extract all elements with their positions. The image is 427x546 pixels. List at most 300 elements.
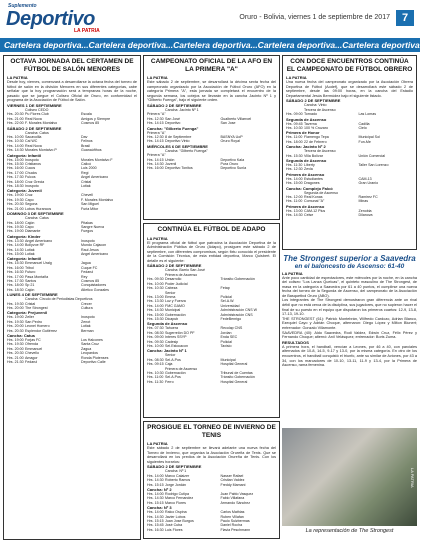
schedule-cell: Hrs. 14:00 xyxy=(147,473,164,478)
schedule-cell: Cancha: Vinto xyxy=(304,103,327,108)
schedule-cell: Hrs. 12:30 xyxy=(286,167,303,172)
workers-football-box xyxy=(282,55,417,250)
schedule-cell: Daniel Rocha xyxy=(220,523,243,528)
intro-text: Desde hoy, viernes, comenzará a desarrollarse la octava fecha del torneo de fútbol de salón en la división Menores en sus diferentes categorías, cabe señalar que la hoy programación será a tempranas horas de la noche, pasado que se juegue el Coliseo Oficial de Oruro, en conformidad el programa de la Asociación de Fútbol de Salón. xyxy=(7,80,137,103)
schedule-cell: Cancha: Barrio San José xyxy=(165,268,205,273)
page-header xyxy=(0,0,420,38)
schedule-cell: Lotiak xyxy=(81,324,91,329)
schedule-cell: Hrs. 14:00 xyxy=(7,143,24,148)
schedule-cell: Poder Judicial xyxy=(165,281,188,286)
article-paragraph: THE STRONGEST (61): Patrick Montebrán, Wilfredo Cardozo, Adrian Blanco, Ezequiel Cayo y Adrián Choque, alternaron: Diego López y Milton Blunert; entrenador: Gonzalo Villamonte. xyxy=(282,316,417,331)
schedule-cell: Ferro xyxy=(165,379,174,384)
section-label: Cancha: Jacinto Nº 1 xyxy=(147,348,187,354)
afo-championship-box xyxy=(143,55,280,220)
schedule-cell: Tercera de Ascenso xyxy=(304,107,336,112)
schedule-cell: CAM-13 xyxy=(358,176,372,181)
schedule-cell: Hrs. 11:30 xyxy=(286,163,303,168)
schedule-cell: Hrs. 13:00 xyxy=(147,294,164,299)
schedule-cell: Angel Americano xyxy=(25,238,53,243)
schedule-cell: Municipal xyxy=(220,357,236,362)
schedule-cell: Ralco Ospina xyxy=(165,510,187,515)
schedule-sections xyxy=(147,464,276,532)
section-label: SÁBADO 2 DE SEPTIEMBRE xyxy=(147,102,202,108)
schedule-cell: Luis Flores xyxy=(165,527,183,532)
schedule-cell: Cal WC xyxy=(25,139,38,144)
schedule-cell: Pu Flores Club xyxy=(25,112,49,117)
schedule-cell: Nasser Rafael xyxy=(220,473,244,478)
schedule-cell: Brasil xyxy=(81,143,90,148)
schedule-cell: Capo xyxy=(25,224,34,229)
schedule-cell: Ronda Piutenses xyxy=(81,355,109,360)
schedule-cell: Hrs. 18:30 xyxy=(7,184,24,189)
schedule-cell: Hrs. 18:30 xyxy=(7,287,24,292)
section-label: Primera de Honor xyxy=(286,130,320,136)
schedule-cell: BASNYA UoP xyxy=(220,135,243,139)
schedule-cell: Deportivo Tonitos xyxy=(165,166,193,171)
section-label: Categoría: Juvenil xyxy=(7,188,42,194)
schedule-cell: Hrs. 09:30 xyxy=(147,277,164,282)
schedule-cell: Tahuera xyxy=(165,326,178,331)
schedule-cell: Inospoto xyxy=(81,238,95,243)
schedule-sections xyxy=(147,103,276,171)
section-label: Primera de Ascenso xyxy=(286,171,325,177)
schedule-cell: Dicapub xyxy=(165,316,179,321)
schedule-cell: Dav xyxy=(81,135,88,139)
schedule-cell: Hrs. 13:30 xyxy=(147,299,164,304)
schedule-cell: Hospital General xyxy=(220,379,248,384)
schedule-row xyxy=(286,112,413,116)
schedule-cell: Hospital General xyxy=(220,362,248,367)
schedule-cell: Sel.Estocacon xyxy=(165,343,188,348)
schedule-cell: Capo xyxy=(25,197,34,202)
schedule-cell: Hrs. 13:30 xyxy=(7,238,24,243)
schedule-cell: F. Morales Montalvo xyxy=(81,197,114,202)
schedule-cell: Hrs. 16:30 xyxy=(7,270,24,275)
schedule-cell: Pasa Montaña xyxy=(25,274,49,279)
schedule-cell: Primera de Ascenso xyxy=(165,272,198,277)
schedule-cell: Jorge Jordán xyxy=(165,482,186,487)
schedule-cell: Municipal Sol xyxy=(358,135,380,140)
section-label: Categoría: Prejuvenil xyxy=(7,310,48,316)
schedule-cell: Lobos Hurancos xyxy=(25,206,52,211)
schedule-cell: Hrs. 20:30 xyxy=(7,112,24,117)
schedule-cell: Deportivo xyxy=(165,121,181,126)
logo-title: Deportivo xyxy=(6,8,95,30)
schedule-cell: Cabeza xyxy=(165,286,178,291)
schedule-cell: Furia Mitor xyxy=(81,206,99,211)
schedule-cell: Tercera de Ascenso xyxy=(304,149,336,154)
schedule-cell: Hrs. 19:30 xyxy=(7,197,24,202)
schedule-cell: Ramirez FC xyxy=(358,195,378,200)
section-label: MIÉRCOLES 6 DE SEPTIEMBRE xyxy=(147,143,208,149)
schedule-cell: Hrs. 12:00 xyxy=(286,195,303,200)
schedule-cell: Hrs. 12:30 xyxy=(147,135,164,139)
schedule-cell: Hrs. 21:00 xyxy=(7,206,24,211)
schedule-cell: Morales Montalvo P xyxy=(25,148,57,153)
schedule-cell: Cosmos 85 xyxy=(81,278,100,283)
schedule-row xyxy=(147,528,276,532)
schedule-cell: Cadilla xyxy=(358,121,370,126)
section-label: Cancha: Nº 3 xyxy=(147,505,172,511)
schedule-cell: Sel.A.Pos xyxy=(165,375,181,380)
schedule-cell: Segona xyxy=(25,202,38,207)
byline: LA PATRIA xyxy=(147,75,168,80)
salon-tournament-box xyxy=(3,55,141,540)
box-title: OCTAVA JORNADA DEL CERTAMEN DE FÚTBOL DE SALÓN MENORES xyxy=(10,58,134,73)
schedule-cell: Bollyvoe RF xyxy=(25,243,45,248)
schedule-cell: Rey xyxy=(81,274,88,279)
schedule-cell: Zeller xyxy=(25,315,34,320)
schedule-cell: CAM-12 Plus xyxy=(304,208,326,213)
article-subheadline: en el baloncesto de Ascenso: 61-40 xyxy=(294,263,405,270)
schedule-cell: Recolap CNS xyxy=(220,326,243,331)
schedule-cell: Hrs. 14:00 xyxy=(286,176,303,181)
schedule-cell: Senior xyxy=(165,290,176,295)
schedule-cell: Liberty xyxy=(304,163,315,168)
schedule-cell: Mundo Cajacon xyxy=(81,243,107,248)
schedule-cell: Chevello xyxy=(25,351,39,356)
schedule-cell: Hrs. 14:00 xyxy=(147,303,164,308)
schedule-cell: Santos xyxy=(25,278,37,283)
schedule-cell: Hrs. 15:00 xyxy=(7,157,24,162)
schedule-cell: Hrs. 16:30 xyxy=(147,527,164,532)
schedule-row xyxy=(147,166,276,170)
schedule-cell: Cadesip xyxy=(165,339,179,344)
schedule-cell: Hrs. 21:00 xyxy=(7,355,24,360)
schedule-cell: Atletico Gonzales xyxy=(81,287,109,292)
schedule-cell: Hrs. 18:00 xyxy=(7,220,24,225)
schedule-cell: Hrs. 20:00 xyxy=(7,324,24,329)
schedule-cell: Real Nova xyxy=(25,143,42,148)
schedule-cell: Amigos y Siempre xyxy=(81,116,111,121)
schedule-cell: Calicó xyxy=(81,162,91,167)
schedule-cell: Tránsito Gobernación xyxy=(220,375,255,380)
schedule-cell: Primera "A" xyxy=(147,112,166,117)
schedule-cell: Cuque FC xyxy=(81,265,98,270)
section-label: Categoría: Infantil xyxy=(7,152,42,158)
schedule-cell: Real Nova xyxy=(25,116,42,121)
schedule-cell: Cosmos 85 xyxy=(81,121,100,126)
schedule-cell: Hrs. 19:00 xyxy=(7,229,24,234)
section-label: Categoría: Kinder xyxy=(7,233,41,239)
schedule-cell: Berman xyxy=(81,328,94,333)
schedule-cell: Hrs. 09:15 xyxy=(147,362,164,367)
schedule-cell: Hrs. 20:30 xyxy=(7,202,24,207)
schedule-cell: Marco Calaizer xyxy=(165,473,190,478)
schedule-cell: Deportivo Kala xyxy=(220,157,245,162)
section-label: Segunda de Ascenso xyxy=(286,158,327,164)
schedule-cell: Hrs. 16:00 xyxy=(147,166,164,171)
schedule-cell: Cruz Grecia xyxy=(25,179,45,184)
schedule-cell: Hrs. 14:30 xyxy=(147,478,164,483)
schedule-cell: Javier Lobos xyxy=(165,514,186,519)
schedule-cell: Hrs. 13:00 xyxy=(286,208,303,213)
schedule-cell: Hrs. 16:00 xyxy=(7,265,24,270)
schedule-cell: Coliseo CEDO xyxy=(25,107,49,112)
schedule-cell: Rodrigo Cutipa xyxy=(165,492,189,496)
schedule-cell: Cristal xyxy=(25,301,36,306)
schedule-cell: Conquistadores xyxy=(81,283,107,288)
schedule-sections xyxy=(7,103,137,365)
schedule-cell: Hrs. 10:30 xyxy=(147,371,164,375)
schedule-cell: Universidad xyxy=(220,303,240,308)
schedule-cell: Chevell xyxy=(81,193,93,198)
schedule-cell: Hrs. 17:30 xyxy=(7,175,24,180)
intro-text: El programa oficial de fútbol que patrocina la Asociación Deportiva de la Administración Pública de Oruro (Adapo), prosiguen este sábado 2 de septiembre, con diferentes compromisos, según fixtu conocido el presidente de la Comisión Técnica, de esta entidad deportiva, Marco Quisbert. El detalle es el siguiente: xyxy=(147,240,276,263)
schedule-cell: Lotiak xyxy=(81,184,91,189)
schedule-cell: Hrs. 10:30 xyxy=(286,126,303,130)
schedule-cell: Sel.A.W. xyxy=(220,299,235,304)
schedule-cell: Taverna xyxy=(304,121,317,126)
schedule-cell: FedeBenrigo xyxy=(220,316,242,321)
schedule-cell: Hrs. 19:00 xyxy=(7,315,24,320)
section-label: Segunda de Ascenso xyxy=(147,321,188,327)
schedule-cell: Tribol xyxy=(25,265,34,270)
adapo-football-box xyxy=(143,223,280,418)
schedule-cell: Desarrollo xyxy=(165,277,182,282)
section-label: DOMINGO 3 DE SEPTIEMBRE xyxy=(7,211,64,217)
schedule-cell: San Miguel xyxy=(81,202,99,207)
schedule-cell: Hrs. 19:30 xyxy=(7,301,24,306)
schedule-cell: Hrs. 15:15 xyxy=(147,482,164,487)
schedule-cell: Ruben Villafan xyxy=(220,514,244,519)
schedule-cell: Hrs. 14:30 xyxy=(7,247,24,252)
schedule-cell: Gobernación xyxy=(165,371,186,375)
schedule-cell: Hrs. 08:30 xyxy=(147,357,164,362)
schedule-cell: Fun-Me xyxy=(358,139,371,144)
photo-caption: La representación de The Strongest xyxy=(305,528,394,534)
schedule-cell: Hrs. 16:00 xyxy=(7,166,24,171)
schedule-cell: Hrs. 15:30 xyxy=(7,261,24,266)
schedule-cell: Santa Cruz xyxy=(81,342,99,347)
schedule-cell: Lotiak xyxy=(25,251,35,256)
schedule-cell: 22 de Febrero xyxy=(304,139,327,144)
schedule-cell: Hrs. 10:00 xyxy=(147,343,164,348)
schedule-cell: Hrs. 09:00 xyxy=(147,335,164,340)
box-title: CAMPEONATO OFICIAL DE LA AFO EN LA PRIMERA "A" xyxy=(150,58,273,73)
schedule-cell: Hrs. 14:00 xyxy=(147,492,164,496)
schedule-cell: Sacavollla xyxy=(25,135,42,139)
schedule-cell: Ofrenda xyxy=(25,342,38,347)
article-headline: The Strongest superior a Saavedra xyxy=(283,254,416,263)
schedule-cell: Carlos Mathias xyxy=(220,510,245,515)
schedule-cell: F. Morales Montalvo xyxy=(25,121,58,126)
schedule-cell: Hrs. 10:30 xyxy=(7,139,24,144)
schedule-cell: Futuro xyxy=(25,270,36,275)
schedule-cell: Zenobia xyxy=(358,208,372,213)
schedule-cell: Emma xyxy=(165,294,176,299)
schedule-cell: Fetap xyxy=(220,286,230,291)
intro-text: Una nueva fecha del campeonato organizado por la Asociación Obrera Deportiva de Fútbol (Aodef), que se desarrollará este sábado 2 de septiembre, desde las 09:00 horas, en la cancha del Estadio Departamental Jesús Bermúdez bajo el siguiente listado. xyxy=(286,80,413,98)
schedule-cell: Pitakas xyxy=(81,220,93,225)
schedule-cell: Estudiantes xyxy=(304,176,323,181)
results-heading: RESULTADOS xyxy=(282,339,309,345)
schedule-cell: Hrs. 10:30 xyxy=(147,286,164,291)
schedule-cell: Hrs. 07:30 xyxy=(147,326,164,331)
schedule-cell: Hrs. 15:30 xyxy=(7,162,24,167)
schedule-cell: Hrs. 14:00 xyxy=(147,510,164,515)
schedule-cell: Taller San Lorenzo xyxy=(358,163,389,168)
schedule-cell: Hrs. 18:00 xyxy=(7,283,24,288)
byline: LA PATRIA xyxy=(147,235,168,241)
schedule-cell: Amagor xyxy=(25,355,38,360)
header-date: Oruro - Bolivia, viernes 1 de septiembre de 2017 xyxy=(239,14,390,21)
schedule-cell: Sel.A.Pos xyxy=(165,357,181,362)
section-label: Primera de Ascenso xyxy=(286,203,325,209)
schedule-cell: Dragones xyxy=(304,181,320,186)
schedule-cell: Hrs. 15:30 xyxy=(286,153,303,158)
schedule-cell: Hrs. 14:30 xyxy=(7,148,24,153)
intro-text: Este sábado 2 de septiembre se llevará adelante una nueva fecha del Torneo de Invierno, que organiza la Asociación Orureña de Tenis. Que se desarrollará en los predios de la Asociación Orureña de Tenis. Con los siguientes horarios: xyxy=(147,446,276,464)
schedule-cell: Hrs. 15:15 xyxy=(147,519,164,524)
schedule-cell: Las Lomas xyxy=(358,112,377,117)
box-title: CONTINÚA EL FÚTBOL DE ADAPO xyxy=(157,226,266,233)
schedule-cell: Emmanuel Uralg xyxy=(25,261,52,266)
schedule-cell: Cielo xyxy=(358,126,367,130)
schedule-cell: Celse xyxy=(304,213,314,218)
schedule-cell: Hrs. 17:00 xyxy=(7,274,24,279)
schedule-cell: Regi xyxy=(81,170,89,175)
schedule-cell: Hrs. 10:00 xyxy=(147,281,164,286)
schedule-cell: Hrs. 19:00 xyxy=(7,193,24,198)
section-label: Cancha: Jacinto Nº 2 xyxy=(286,144,326,150)
schedule-row xyxy=(7,121,137,125)
schedule-cell: Hrs. 19:30 xyxy=(7,224,24,229)
schedule-cell: Gran Uranio xyxy=(358,181,379,186)
schedule-cell: Leopardos xyxy=(81,351,98,356)
schedule-cell xyxy=(359,167,414,171)
photo-label: LA PATRIA xyxy=(410,468,415,488)
schedule-cell: Fuegos xyxy=(81,229,93,234)
schedule-cell: Hrs. 14:15 xyxy=(147,121,164,126)
schedule-cell: Juan Pablo Vasquez xyxy=(220,492,254,496)
schedule-cell: Hrs. 19:30 xyxy=(7,319,24,324)
section-label: LUNES 4 DE SEPTIEMBRE xyxy=(7,292,58,298)
schedule-cell: Deportivo Calle xyxy=(81,360,106,365)
schedule-cell: San José xyxy=(165,116,180,121)
schedule-sections xyxy=(286,98,413,217)
schedule-cell: Deportivo Vinto xyxy=(165,139,190,144)
schedule-cell: Minas xyxy=(358,199,369,204)
schedule-cell: Hrs. 11:00 xyxy=(147,375,164,380)
schedule-cell: Cancha: "Gilberto Fuenga" xyxy=(165,148,208,153)
schedule-cell: Hrs. 14:30 xyxy=(286,213,303,218)
page-number: 7 xyxy=(396,10,414,26)
schedule-cell: Hrs. 21:30 xyxy=(7,360,24,365)
logo-supertitle: Suplemento xyxy=(8,3,37,9)
middle-column xyxy=(143,55,280,539)
schedule-cell: Unión Comercial xyxy=(358,153,386,158)
logo-subtitle: LA PATRIA xyxy=(74,28,100,34)
section-label: VIERNES 1 DE SEPTIEMBRE xyxy=(7,102,62,108)
schedule-cell: Pura Oruro xyxy=(220,162,239,167)
schedule-cell: Interes SSYP xyxy=(165,335,187,340)
byline: LA PATRIA xyxy=(282,270,303,276)
schedule-cell: Armando Sánchez xyxy=(220,500,251,505)
schedule-cell: Cultura xyxy=(81,306,93,310)
schedule-cell: Hrs. 14:00 xyxy=(7,243,24,248)
schedule-cell: Gualberto Villarroel xyxy=(220,116,252,121)
schedule-cell: Hrs. 20:00 xyxy=(7,306,24,310)
schedule-cell: Real Konas xyxy=(304,195,323,200)
schedule-cell: Hrs. 15:00 xyxy=(147,312,164,317)
schedule-row xyxy=(7,148,137,152)
schedule-cell: Cancha: Nº 1 xyxy=(165,469,187,474)
schedule-cell: Inospoto xyxy=(25,184,39,189)
schedule-cell: Deportivo Sunla xyxy=(220,166,247,171)
schedule-cell: Hrs. 15:30 xyxy=(147,316,164,321)
schedule-cell: Hrs. 10:00 xyxy=(7,135,24,139)
schedule-cell: Emmanuel xyxy=(25,346,43,351)
schedule-row xyxy=(286,213,413,217)
box-title: PROSIGUE EL TORNEO DE INVIERNO DE TENIS xyxy=(147,424,276,439)
section-label: Categoría: Infantil xyxy=(7,256,42,262)
schedule-cell: The Strongest xyxy=(25,306,48,310)
article-paragraph: SAAVEDRA (40): Aldo Saavedra, Rodi Valdez, Edwin Cruz, Félix Pérez y Fernando Choque; alternó: Aníl Velásquez; entrenador: Boris Zuma. xyxy=(282,330,417,340)
schedule-cell: Hrs. 08:30 xyxy=(147,330,164,335)
schedule-cell: Hrs. 15:00 xyxy=(286,181,303,186)
schedule-cell: Hrs. 09:30 xyxy=(147,339,164,344)
schedule-cell: Hrs. 11:00 xyxy=(286,199,303,204)
schedule-cell: Cristal xyxy=(81,179,92,184)
section-label: Cancha: Complejo Falcó xyxy=(286,185,333,191)
schedule-cell: Hrs. 09:00 xyxy=(286,112,303,117)
byline: LA PATRIA xyxy=(7,75,28,80)
schedule-cell: Leonel Homero xyxy=(25,324,50,329)
schedule-cell: Tornado xyxy=(304,112,317,117)
schedule-cell: Hrs. 22:00 xyxy=(7,121,24,126)
schedule-cell: Hrs. 17:00 xyxy=(7,170,24,175)
schedule-cell: Cucos xyxy=(25,166,36,171)
byline: LA PATRIA xyxy=(286,75,307,80)
schedule-cell: Flamengo Tepa xyxy=(304,135,329,140)
schedule-cell: Fedarul xyxy=(81,270,94,275)
schedule-cell: Paulo Sulzbermas xyxy=(220,519,250,524)
schedule-cell: Oruro Royal xyxy=(220,139,240,144)
right-column xyxy=(282,55,417,424)
schedule-cell: Hrs. 09:45 xyxy=(286,121,303,126)
schedule-cell: Policial xyxy=(220,339,232,344)
schedule-row xyxy=(147,121,276,125)
article-paragraph: Ante poco cantidad de espectadores, este miércoles por la noche, en la cancha del coliseo "Los Lanza Quelcas", el quinteto masculino de The Strongest, de masa en la categoría a Saavedra por 61 a 40 puntos, el cumplirse una nueva fecha del torneo de la Segunda de Ascenso, del campeonato de la Asociación de Basquetbol Oruro (ABO). xyxy=(282,275,417,298)
schedule-cell: Segunda de Ascenso xyxy=(304,190,338,195)
schedule-cell: Villa Bolívar xyxy=(304,153,323,158)
schedule-cell: Marco Flores xyxy=(165,500,186,505)
schedule-cell: Hrs. 15:00 xyxy=(7,251,24,256)
supplement-logo xyxy=(4,3,124,35)
schedule-cell: Hrs. 14:30 xyxy=(147,496,164,501)
schedule-cell: Zagua xyxy=(81,346,92,351)
schedule-cell: Hrs. 18:00 xyxy=(7,179,24,184)
schedule-cell: Sugerrelón DO PF xyxy=(165,330,195,335)
schedule-cell: Hrs. 19:00 xyxy=(7,338,24,343)
section-label: Cancha: Catus xyxy=(7,333,36,339)
schedule-cell: Hrs. 21:00 xyxy=(7,116,24,121)
schedule-cell: Guanaúfthos xyxy=(81,148,102,153)
schedule-cell: Primera "A" xyxy=(147,130,166,135)
schedule-cell: Juan Jose Burgos xyxy=(165,519,194,524)
schedule-cell: Municipal xyxy=(165,308,181,313)
schedule-cell: Forjas FC xyxy=(25,338,41,343)
schedule-row xyxy=(286,181,413,185)
schedule-cell: Morales Montalvo F xyxy=(81,157,113,162)
article-paragraph: Los integrantes de The Strongest demostraron gran diferencia ante un rival débil que no está cerca de la disciplina, sus jugadores, que no supieron hacer el final de su puesto en el equipo que disputaron los primeros cuartos: 12-9, 13-8, 17-13, 19-10. xyxy=(282,298,417,317)
schedule-cell: Jagua xyxy=(81,261,91,266)
article-paragraph: A primera hora, el handball, vencían a Leones, por 46 a 40, con parciales alternados de 10-8, 14-5, 9-17 y 13-0, por la misma categoría. En otro de los encuentros, el handball conquistó el triunfo, ante su similar de Aviones, por 43 a 34, con los marcadores de 10-10, 13-11, 11-9 y 13-4, por la Primera de Ascenso, rama femenina. xyxy=(282,344,417,368)
schedule-cell: Dilanova xyxy=(358,213,373,218)
schedule-cell: San Jose xyxy=(220,121,236,126)
schedule-cell: Fabio Villafana xyxy=(220,496,245,501)
